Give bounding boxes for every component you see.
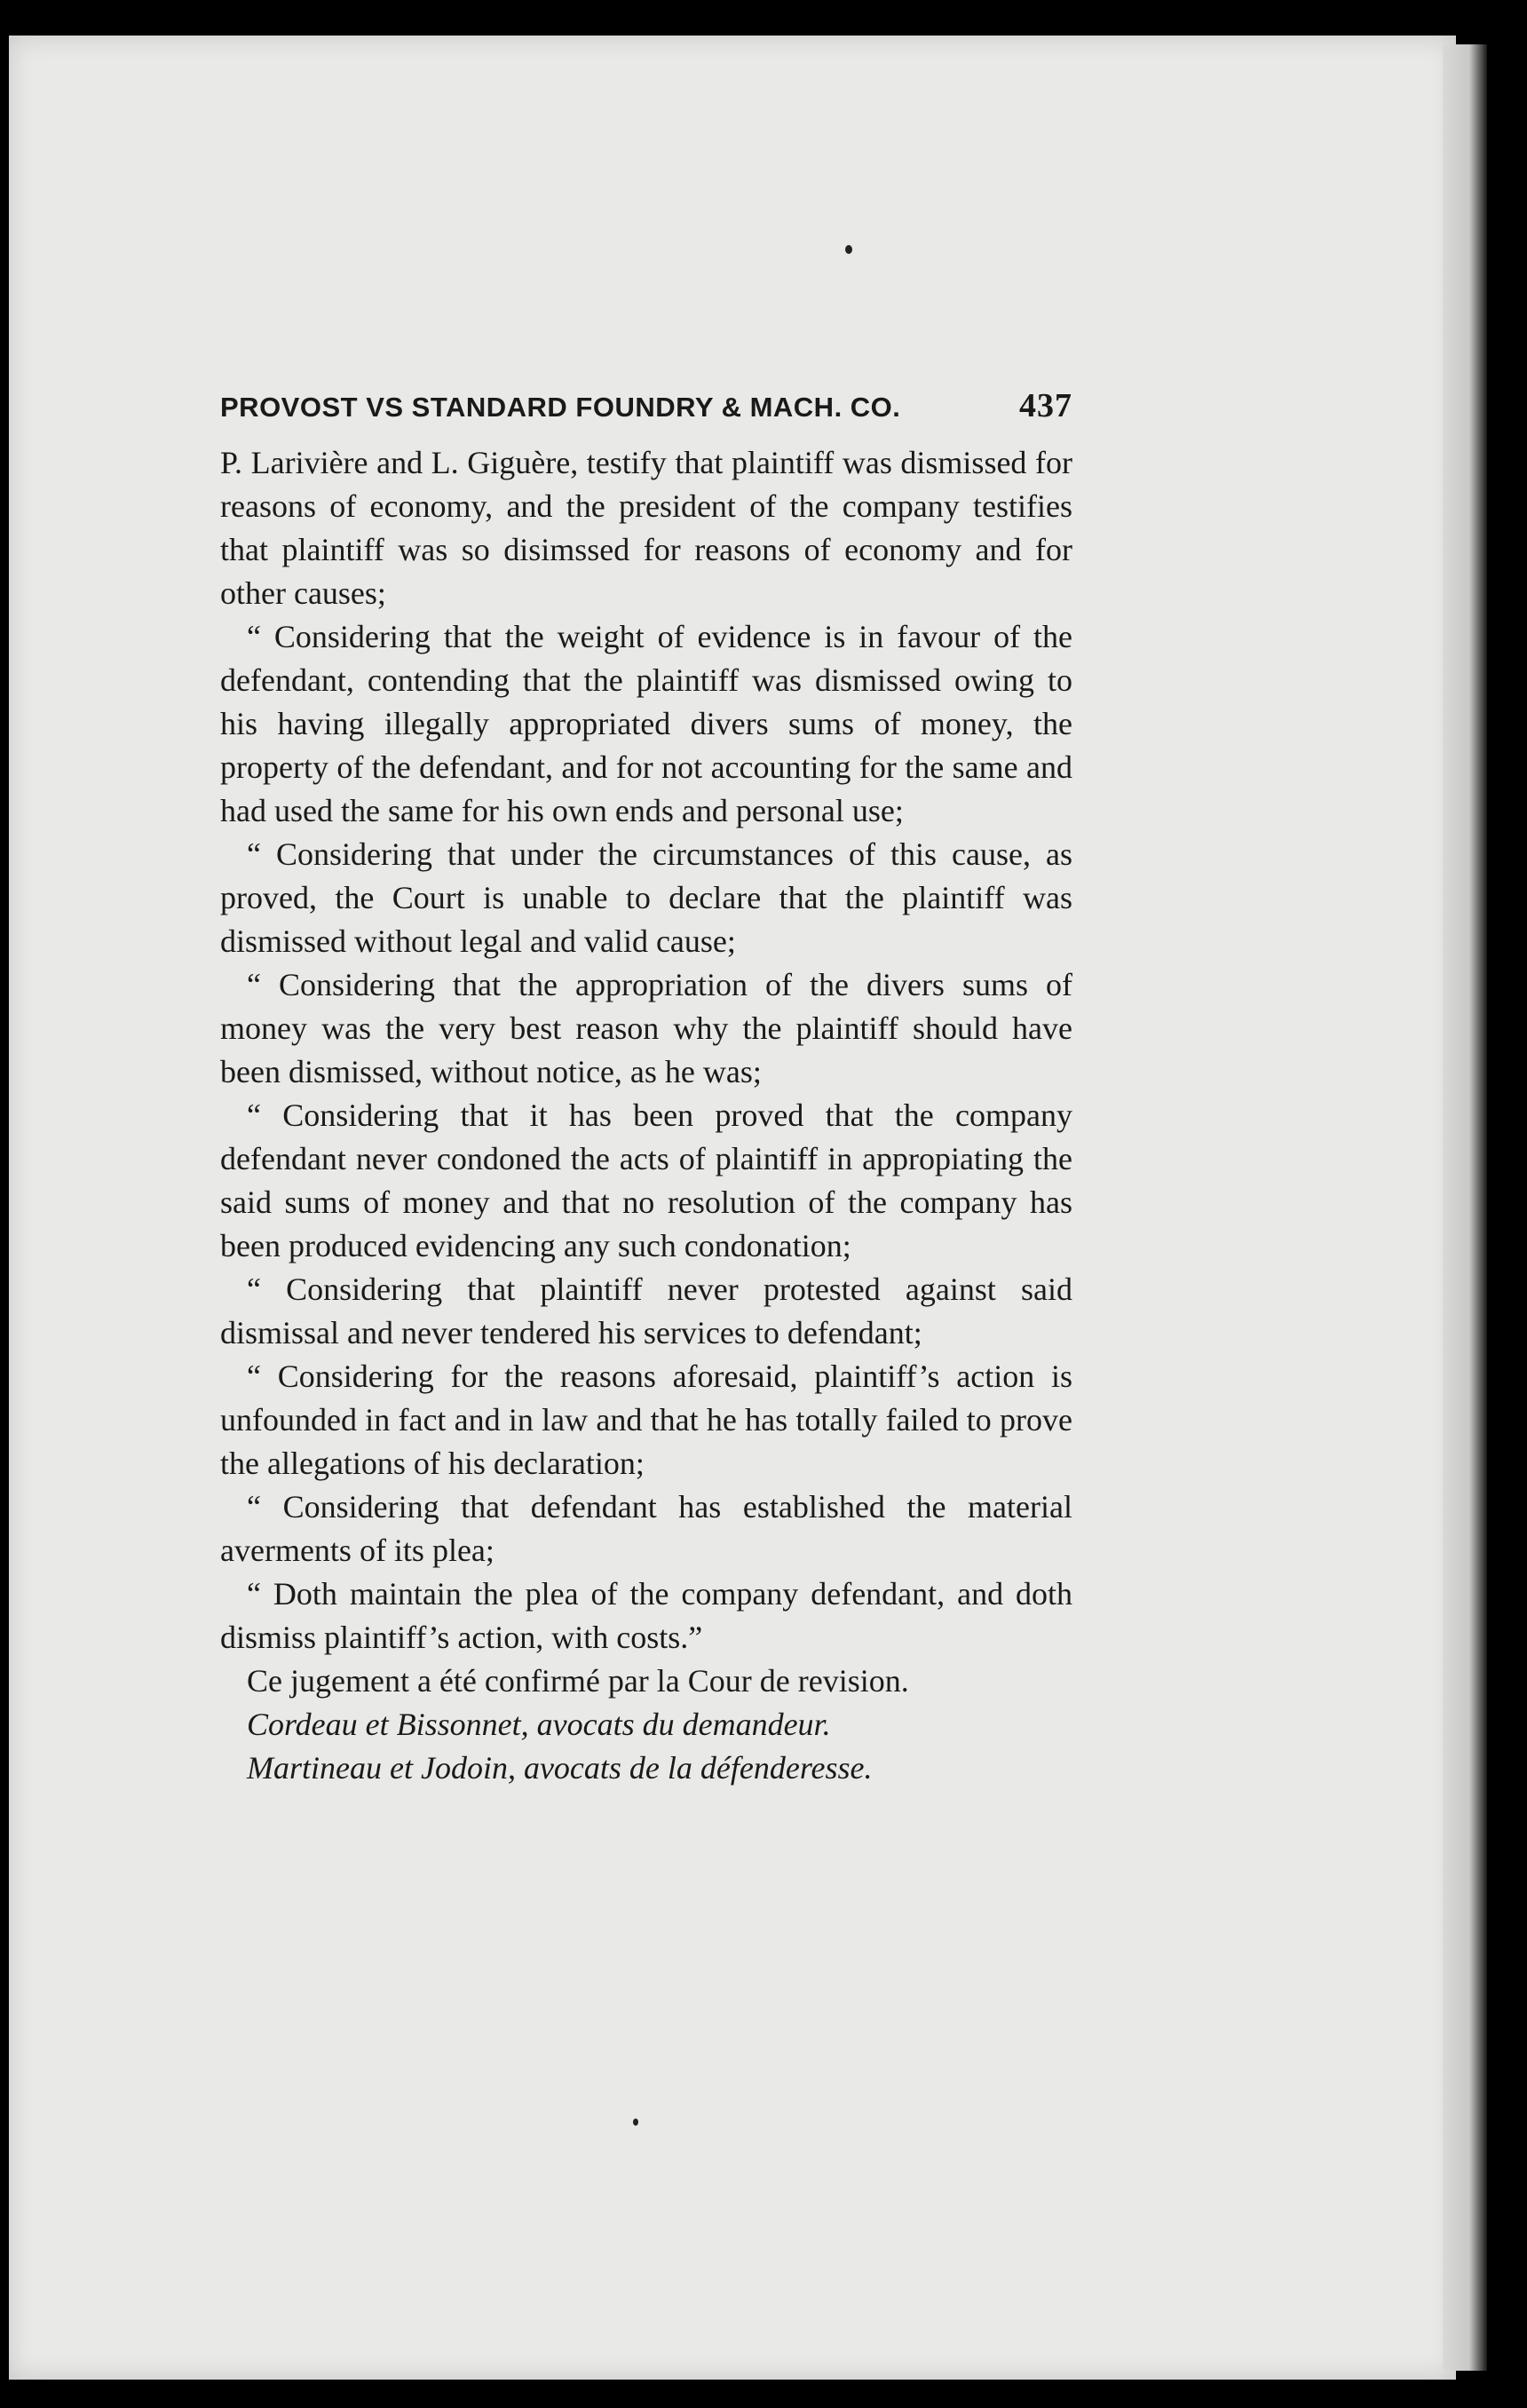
paragraph: “ Considering that the appropriation of the divers sums of money was the very best reason why the plaintiff should have been dismissed, without notice, as he was; xyxy=(220,967,1072,1089)
page-content xyxy=(220,386,1072,1790)
paragraph: “ Considering that defendant has established the material averments of its plea; xyxy=(220,1489,1072,1568)
paragraph: “ Considering for the reasons aforesaid, plaintiff’s action is unfounded in fact and in law and that he has totally failed to prove the allegations of his declaration; xyxy=(220,1358,1072,1481)
signature-line: Martineau et Jodoin, avocats de la défenderesse. xyxy=(247,1750,873,1786)
paragraph: “ Considering that under the circumstances of this cause, as proved, the Court is unable to declare that the plaintiff was dismissed without legal and valid cause; xyxy=(220,836,1072,959)
page-number: 437 xyxy=(1019,387,1072,424)
ink-speck xyxy=(633,2119,638,2126)
running-title: PROVOST VS STANDARD FOUNDRY & MACH. CO. xyxy=(220,392,901,423)
paragraph: “ Considering that plaintiff never protested against said dismissal and never tendered his services to defendant; xyxy=(220,1271,1072,1351)
body-text xyxy=(220,441,1072,1790)
signature-line: Cordeau et Bissonnet, avocats du demandeur. xyxy=(247,1707,831,1742)
paragraph: Ce jugement a été confirmé par la Cour de revision. xyxy=(247,1663,909,1699)
paragraph: P. Larivière and L. Giguère, testify that plaintiff was dismissed for reasons of economy, and the president of the company testifies that plaintiff was so disimssed for reasons of economy and for other causes; xyxy=(220,445,1072,611)
ink-speck xyxy=(845,245,852,254)
paragraph: “ Considering that the weight of evidence is in favour of the defendant, contending that the plaintiff was dismissed owing to his having illegally appropriated divers sums of money, the property of the defendant, and for not accounting for the same and had used the same for his own ends and personal use; xyxy=(220,619,1072,828)
page-edge xyxy=(1443,44,1487,2371)
running-header xyxy=(220,386,1072,425)
paragraph: “ Doth maintain the plea of the company defendant, and doth dismiss plaintiff’s action, with costs.” xyxy=(220,1576,1072,1655)
paragraph: “ Considering that it has been proved that the company defendant never condoned the acts of plaintiff in appropiating the said sums of money and that no resolution of the company has been produced evidencing any such condonation; xyxy=(220,1097,1072,1263)
